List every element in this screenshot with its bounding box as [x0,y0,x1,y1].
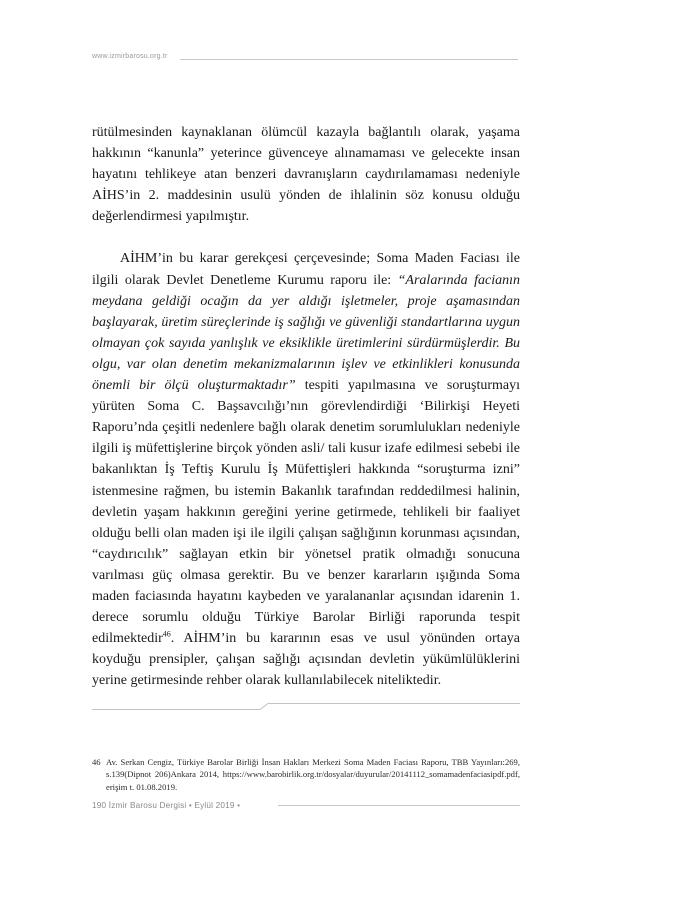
paragraph-2-body: tespiti yapılmasına ve soruşturmayı yürüten Soma C. Başsavcılığı’nın görevlendirdiği ‘Bilirkişi Heyeti Raporu’nda çeşitli nedenlere bağlı olarak denetim sorumlulukları nedeniyle ilgili iş müfettişlerine birçok yönden asli/ tali kusur izafe edilmesi sebebi ile bakanlıktan İş Teftiş Kurulu İş Müfettişleri hakkında “soruşturma izni” istenmesine rağmen, bu istemin Bakanlık tarafından reddedilmesi halinin, devletin yaşam hakkının gereğini yerine getirmede, tehlikeli bir faaliyet olduğu belli olan maden işi ile ilgili çalışan sağlığının korunması açısından, “caydırıcılık” sağlayan etkin bir yönetsel pratik olmadığı sonucuna varılması güç olmasa gerektir. Bu ve benzer kararların ışığında Soma maden faciasında hayatını kaybeden ve yaralananlar açısından idarenin 1. derece sorumlu olduğu Türkiye Barolar Birliği raporunda tespit edilmektedir [92,378,521,647]
paragraph-2-intro: AİHM’in bu karar gerekçesi çerçevesinde; Soma Maden Faciası ile ilgili olarak Devlet Denetleme Kurumu raporu ile: [92,251,520,288]
footnote-reference[interactable]: 46 [162,629,171,639]
separator-line-graphic [92,700,520,712]
header-url: www.izmirbarosu.org.tr [92,53,168,60]
paragraph-2-quote: “Aralarında facianın meydana geldiği ocağın da yer aldığı işletmeler, proje aşamasından başlayarak, üretim süreçlerinde iş sağlığı ve güvenliği standartlarına uygun olmayan çok sayıda yanlışlık ve eksiklikle üretimlerini sürdürmüşlerdir. Bu olgu, var olan denetim mekanizmalarının işlev ve etkinlikleri konusunda önemli bir ölçü oluşturmaktadır” [92,272,520,394]
footer-text: 190 İzmir Barosu Dergisi • Eylül 2019 • [92,801,241,810]
body-text [92,122,520,691]
header-rule [180,59,518,60]
footnote-separator [92,700,520,712]
footnote [92,756,520,793]
footnote-number: 46 [92,757,101,767]
page-header [92,53,518,67]
paragraph-2 [92,248,520,691]
paragraph-2-end: . AİHM’in bu kararının esas ve usul yönünden ortaya koyduğu prensipler, çalışan sağlığı açısından devletin yükümlülüklerini yerine getirmesinde rehber olarak kullanılabilecek niteliktedir. [92,631,520,689]
page-footer [92,799,520,813]
paragraph-1: rütülmesinden kaynaklanan ölümcül kazayla bağlantılı olarak, yaşama hakkının “kanunla” yeterince güvenceye alınamaması ve gelecekte insan hayatını tehlikeye atan benzeri davranışların caydırılamaması nedeniyle AİHS’in 2. maddesinin usulü yönden de ihlalinin söz konusu olduğu değerlendirmesi yapılmıştır. [92,125,520,225]
footnote-text: Av. Serkan Cengiz, Türkiye Barolar Birliği İnsan Hakları Merkezi Soma Maden Faciası Raporu, TBB Yayınları:269, s.139(Dipnot 206)Ankara 2014, https://www.barobirlik.org.tr/dosyalar/duyurular/20141112_somamadenfaciasipdf.pdf, erişim t. 01.08.2019. [106,757,520,792]
footer-rule [278,805,520,806]
